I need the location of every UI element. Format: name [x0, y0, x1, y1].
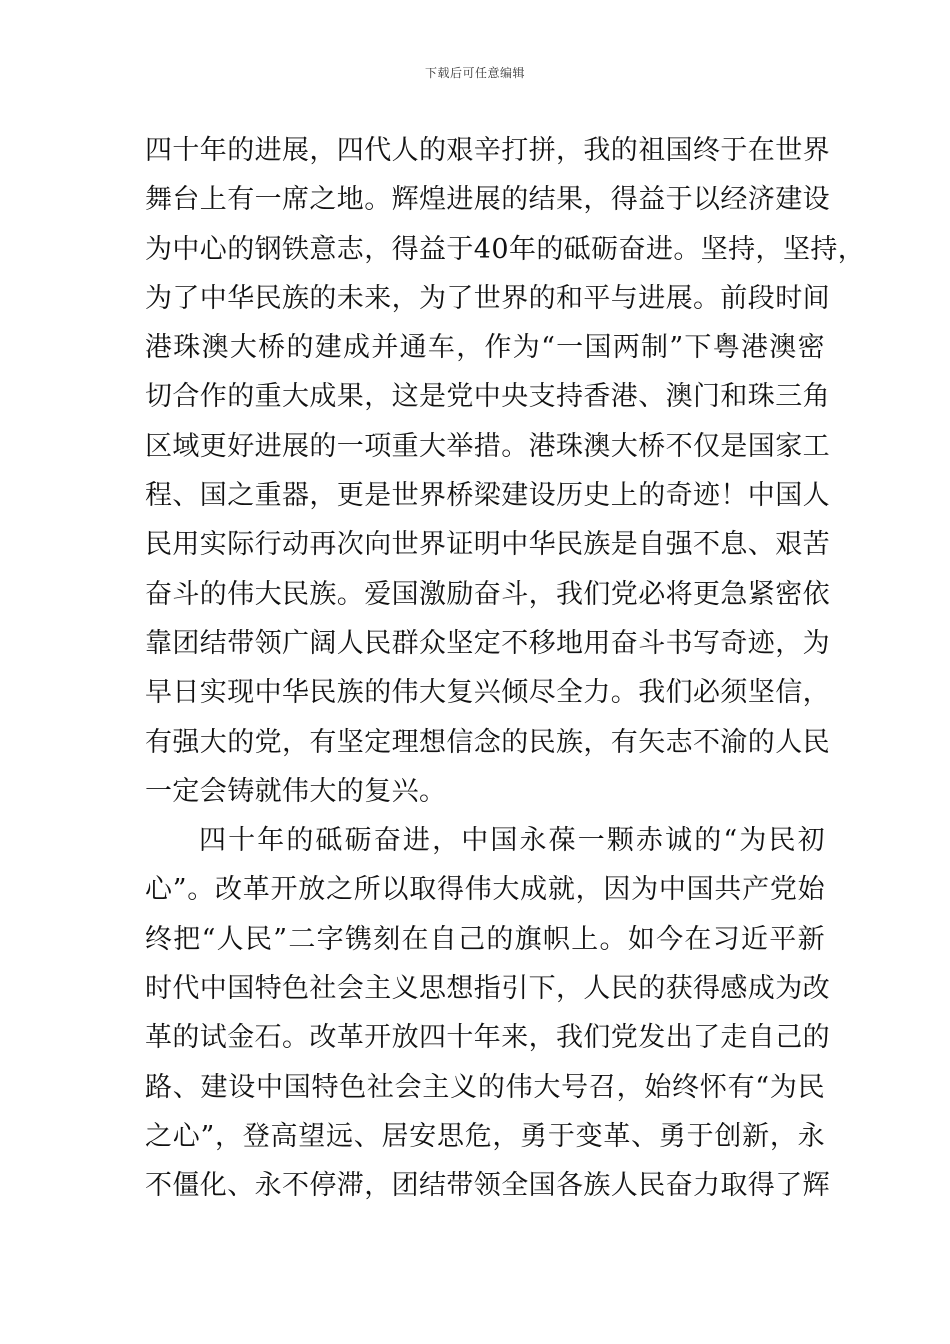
paragraph-1	[145, 126, 866, 816]
text-line: 早日实现中华民族的伟大复兴倾尽全力。我们必须坚信，	[145, 677, 830, 709]
text-line: 奋斗的伟大民族。爱国激励奋斗，我们党必将更急紧密依	[145, 578, 830, 610]
paragraph-2	[145, 816, 830, 1210]
text-line: 区域更好进展的一项重大举措。港珠澳大桥不仅是国家工	[145, 430, 830, 462]
text-line: 之心”，登高望远、居安思危，勇于变革、勇于创新，永	[145, 1120, 825, 1152]
text-line: 时代中国特色社会主义思想指引下，人民的获得感成为改	[145, 973, 830, 1005]
text-line: 民用实际行动再次向世界证明中华民族是自强不息、艰苦	[145, 529, 830, 561]
document-body	[145, 126, 866, 1211]
text-line: 舞台上有一席之地。辉煌进展的结果，得益于以经济建设	[145, 184, 830, 216]
text-line: 四十年的砥砺奋进，中国永葆一颗赤诚的“为民初	[199, 825, 825, 857]
text-line: 一定会铸就伟大的复兴。	[145, 775, 447, 807]
text-line: 终把“人民”二字镌刻在自己的旗帜上。如今在习近平新	[145, 923, 825, 955]
text-line: 有强大的党，有坚定理想信念的民族，有矢志不渝的人民	[145, 726, 830, 758]
text-line: 为了中华民族的未来，为了世界的和平与进展。前段时间	[145, 282, 830, 314]
text-line: 不僵化、永不停滞，团结带领全国各族人民奋力取得了辉	[145, 1170, 830, 1202]
text-line: 四十年的进展，四代人的艰辛打拼，我的祖国终于在世界	[145, 135, 830, 166]
text-line: 心”。改革开放之所以取得伟大成就，因为中国共产党始	[145, 874, 825, 906]
page-header: 下载后可任意编辑	[424, 66, 525, 80]
text-line: 程、国之重器，更是世界桥梁建设历史上的奇迹！中国人	[145, 480, 830, 512]
text-line: 切合作的重大成果，这是党中央支持香港、澳门和珠三角	[145, 381, 830, 413]
text-line: 革的试金石。改革开放四十年来，我们党发出了走自己的	[145, 1022, 830, 1054]
text-line: 路、建设中国特色社会主义的伟大号召，始终怀有“为民	[145, 1071, 825, 1103]
text-line: 港珠澳大桥的建成并通车，作为“一国两制”下粤港澳密	[145, 332, 825, 364]
text-line: 靠团结带领广阔人民群众坚定不移地用奋斗书写奇迹，为	[145, 627, 830, 659]
text-line: 为中心的钢铁意志，得益于40年的砥砺奋进。坚持，坚持，	[145, 233, 866, 265]
